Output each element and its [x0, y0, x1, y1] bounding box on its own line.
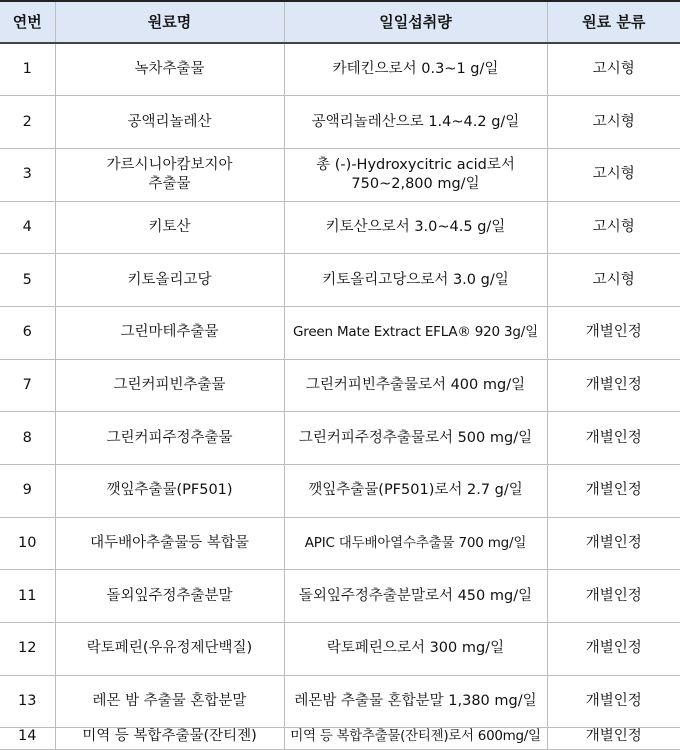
table-row [0, 43, 680, 96]
table-row [0, 254, 680, 307]
ingredient-name-line: 추출물 [148, 175, 191, 192]
daily-intake [284, 148, 547, 201]
daily-intake: 레몬밤 추출물 혼합분말 1,380 mg/일 [284, 675, 547, 728]
ingredient-class: 고시형 [547, 148, 680, 201]
table-row [0, 517, 680, 570]
header-no: 연번 [0, 1, 55, 43]
daily-intake: 돌외잎주정추출분말로서 450 mg/일 [284, 570, 547, 623]
row-number: 3 [0, 148, 55, 201]
daily-intake: APIC 대두배아열수추출물 700 mg/일 [284, 517, 547, 570]
row-number: 8 [0, 412, 55, 465]
daily-intake: 그린커피빈추출물로서 400 mg/일 [284, 359, 547, 412]
ingredient-name: 대두배아추출물등 복합물 [55, 517, 284, 570]
daily-intake: 미역 등 복합추출물(잔티젠)로서 600mg/일 [284, 728, 547, 750]
ingredient-name: 미역 등 복합추출물(잔티젠) [55, 728, 284, 750]
row-number: 10 [0, 517, 55, 570]
daily-intake-line: 총 (-)-Hydroxycitric acid로서 [316, 156, 515, 173]
row-number: 5 [0, 254, 55, 307]
row-number: 4 [0, 201, 55, 254]
daily-intake-line: 750~2,800 mg/일 [351, 175, 480, 192]
ingredient-name: 그린마테추출물 [55, 306, 284, 359]
ingredient-class: 개별인정 [547, 517, 680, 570]
table-row [0, 359, 680, 412]
table-row [0, 412, 680, 465]
table-row [0, 675, 680, 728]
row-number: 13 [0, 675, 55, 728]
row-number: 7 [0, 359, 55, 412]
ingredient-name: 그린커피빈추출물 [55, 359, 284, 412]
ingredient-name: 녹차추출물 [55, 43, 284, 96]
daily-intake: 락토페린으로서 300 mg/일 [284, 623, 547, 676]
ingredient-class: 개별인정 [547, 465, 680, 518]
daily-intake: 키토산으로서 3.0~4.5 g/일 [284, 201, 547, 254]
table-row [0, 148, 680, 201]
header-class: 원료 분류 [547, 1, 680, 43]
ingredient-class: 개별인정 [547, 623, 680, 676]
ingredient-name: 그린커피주정추출물 [55, 412, 284, 465]
ingredient-class: 개별인정 [547, 359, 680, 412]
header-row [0, 1, 680, 43]
daily-intake: Green Mate Extract EFLA® 920 3g/일 [284, 306, 547, 359]
table-row [0, 570, 680, 623]
ingredient-name: 락토페린(우유정제단백질) [55, 623, 284, 676]
ingredient-class: 고시형 [547, 43, 680, 96]
table-row [0, 306, 680, 359]
ingredient-name: 깻잎추출물(PF501) [55, 465, 284, 518]
ingredient-name-line: 가르시니아캄보지아 [106, 156, 233, 173]
ingredient-name: 키토올리고당 [55, 254, 284, 307]
ingredient-class: 개별인정 [547, 306, 680, 359]
row-number: 12 [0, 623, 55, 676]
table-row [0, 96, 680, 149]
ingredient-name: 돌외잎주정추출분말 [55, 570, 284, 623]
row-number: 14 [0, 728, 55, 750]
row-number: 2 [0, 96, 55, 149]
header-name: 원료명 [55, 1, 284, 43]
daily-intake: 공액리놀레산으로 1.4~4.2 g/일 [284, 96, 547, 149]
daily-intake: 키토올리고당으로서 3.0 g/일 [284, 254, 547, 307]
ingredient-class: 개별인정 [547, 728, 680, 750]
ingredient-class: 고시형 [547, 96, 680, 149]
ingredient-class: 고시형 [547, 201, 680, 254]
row-number: 11 [0, 570, 55, 623]
daily-intake: 카테킨으로서 0.3~1 g/일 [284, 43, 547, 96]
daily-intake: 그린커피주정추출물로서 500 mg/일 [284, 412, 547, 465]
header-intake: 일일섭취량 [284, 1, 547, 43]
ingredient-name: 레몬 밤 추출물 혼합분말 [55, 675, 284, 728]
ingredient-name: 키토산 [55, 201, 284, 254]
ingredient-class: 고시형 [547, 254, 680, 307]
table-row [0, 465, 680, 518]
row-number: 9 [0, 465, 55, 518]
ingredient-class: 개별인정 [547, 675, 680, 728]
ingredient-name: 공액리놀레산 [55, 96, 284, 149]
row-number: 1 [0, 43, 55, 96]
ingredient-name [55, 148, 284, 201]
ingredient-class: 개별인정 [547, 570, 680, 623]
row-number: 6 [0, 306, 55, 359]
ingredient-class: 개별인정 [547, 412, 680, 465]
table-row [0, 201, 680, 254]
daily-intake: 깻잎추출물(PF501)로서 2.7 g/일 [284, 465, 547, 518]
table-row [0, 623, 680, 676]
